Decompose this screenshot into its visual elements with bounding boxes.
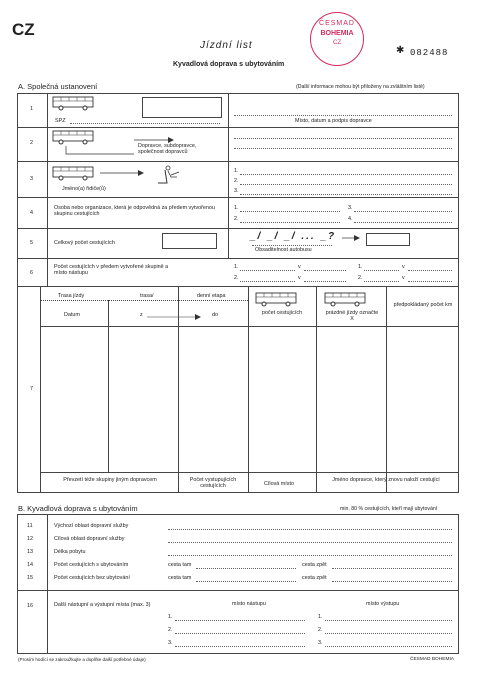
place-1-a: 1. (168, 614, 173, 620)
row-2-number: 2 (30, 140, 33, 146)
stamp (310, 12, 364, 66)
footer-publisher: ČESMAD BOHEMIA (410, 657, 454, 662)
z-label: z (140, 312, 143, 318)
section-a-note: (Další informace mohou být přiloženy na zvláštním listě) (296, 84, 425, 90)
total-passengers-field[interactable] (162, 233, 217, 249)
stamp-bottom: CZ (333, 40, 341, 46)
footer-note: (Prosím hodící se zakroužkujte a doplňte další potřebné údaje) (18, 657, 146, 662)
row-15-number: 15 (27, 575, 33, 581)
arrow-icon (145, 313, 205, 321)
row-14-number: 14 (27, 562, 33, 568)
trasa2-label: trasa/ (140, 293, 154, 299)
row-15-zpet: cesta zpět (302, 575, 327, 581)
arrow-icon (98, 168, 148, 178)
resp-2-label: 2. (234, 216, 239, 222)
km-label: předpokládaný počet km (393, 302, 453, 308)
group-4-label: 2. (358, 275, 363, 281)
serial-mark: ✱ (396, 45, 405, 56)
section-b-note: min. 80 % cestujících, kteří mají ubytování (340, 506, 438, 512)
place-3-a: 3. (168, 640, 173, 646)
prevzeti-label: Převzetí téže skupiny jiným dopravcem (63, 477, 157, 483)
stamp-mid: BOHEMIA (320, 30, 354, 37)
driver-seat-icon (155, 164, 183, 186)
bus-icon (52, 166, 94, 181)
row-11-number: 11 (27, 523, 33, 529)
occupancy-field[interactable] (366, 233, 410, 246)
place-2-b: 2. (318, 627, 323, 633)
bus-icon (52, 96, 94, 111)
jmeno-label: Jméno dopravce, který znovu naloží cestující (332, 477, 440, 483)
country-code: CZ (12, 20, 35, 39)
row-6-number: 6 (30, 270, 33, 276)
row-13-label: Délka pobytu (54, 549, 86, 555)
resp-4-label: 4. (348, 216, 353, 222)
row-3-label: Jméno(a) řidiče(ů) (62, 186, 106, 192)
row-1-number: 1 (30, 106, 33, 112)
row-16-label: Další nástupní a výstupní místa (max. 3) (54, 602, 151, 608)
trasa-label: Trasa jízdy (58, 293, 85, 299)
row-5-number: 5 (30, 240, 33, 246)
form-subtitle: Kyvadlová doprava s ubytováním (173, 61, 285, 68)
cil-label: Cílová místo (264, 481, 294, 487)
group-1-label: 1. (234, 264, 239, 270)
place-1-b: 1. (318, 614, 323, 620)
serial-number: 082488 (410, 48, 449, 58)
place-3-b: 3. (318, 640, 323, 646)
driver-3-label: 3. (234, 188, 239, 194)
row-6-label: Počet cestujících v předem vytvořené skupině a místo nástupu (54, 264, 169, 277)
bus-icon (255, 292, 297, 307)
spz-label: SPZ (55, 118, 66, 124)
do-label: do (212, 312, 218, 318)
group-3-label: 1. (358, 264, 363, 270)
row-12-label: Cílová oblast dopravní služby (54, 536, 125, 542)
etapa-label: denní etapa (197, 293, 226, 299)
row-14-label: Počet cestujících s ubytováním (54, 562, 129, 568)
vystup-count-label: Počet vystupujících cestujících (189, 477, 237, 490)
section-b-title: B. Kyvadlová doprava s ubytováním (18, 504, 138, 513)
row-3-number: 3 (30, 176, 33, 182)
driver-2-label: 2. (234, 178, 239, 184)
arrow-icon (340, 233, 364, 243)
spz-field[interactable] (142, 97, 222, 118)
datum-label: Datum (64, 312, 80, 318)
vystup-label: místo výstupu (366, 601, 400, 607)
stamp-top: ČESMAD (319, 20, 355, 27)
group-2-label: 2. (234, 275, 239, 281)
row-2-label: Dopravce, subdopravce, společnost dopravců (138, 143, 197, 156)
row-11-label: Výchozí oblast dopravní služby (54, 523, 129, 529)
group-3-v: v (402, 264, 405, 270)
group-4-v: v (402, 275, 405, 281)
nastup-label: místo nástupu (232, 601, 266, 607)
bus-icon (324, 292, 366, 307)
row-14-tam: cesta tam (168, 562, 192, 568)
row-13-number: 13 (27, 549, 33, 555)
group-1-v: v (298, 264, 301, 270)
row-5-label: Celkový počet cestujících (54, 240, 115, 246)
resp-3-label: 3. (348, 205, 353, 211)
carrier-sign-label: Místo, datum a podpis dopravce (295, 118, 372, 124)
prazdne-label: prázdné jízdy označte X (325, 310, 379, 323)
place-2-a: 2. (168, 627, 173, 633)
row-12-number: 12 (27, 536, 33, 542)
row-15-tam: cesta tam (168, 575, 192, 581)
row-7-number: 7 (30, 386, 33, 392)
row-15-label: Počet cestujících bez ubytování (54, 575, 130, 581)
row-4-label: Osoba nebo organizace, která je odpovědná za předem vytvořenou skupinu cestujících (54, 205, 215, 218)
group-2-v: v (298, 275, 301, 281)
occupancy-marks: _/ _/ _/ ... _? (250, 231, 337, 242)
section-a-title: A. Společná ustanovení (18, 82, 98, 91)
pocet-label: počet cestujících (261, 310, 303, 316)
row-14-zpet: cesta zpět (302, 562, 327, 568)
driver-1-label: 1. (234, 168, 239, 174)
occupancy-label: Obsaditelnost autobusu (255, 247, 312, 253)
form-title: Jízdní list (200, 40, 253, 51)
row-4-number: 4 (30, 210, 33, 216)
resp-1-label: 1. (234, 205, 239, 211)
row-16-number: 16 (27, 603, 33, 609)
